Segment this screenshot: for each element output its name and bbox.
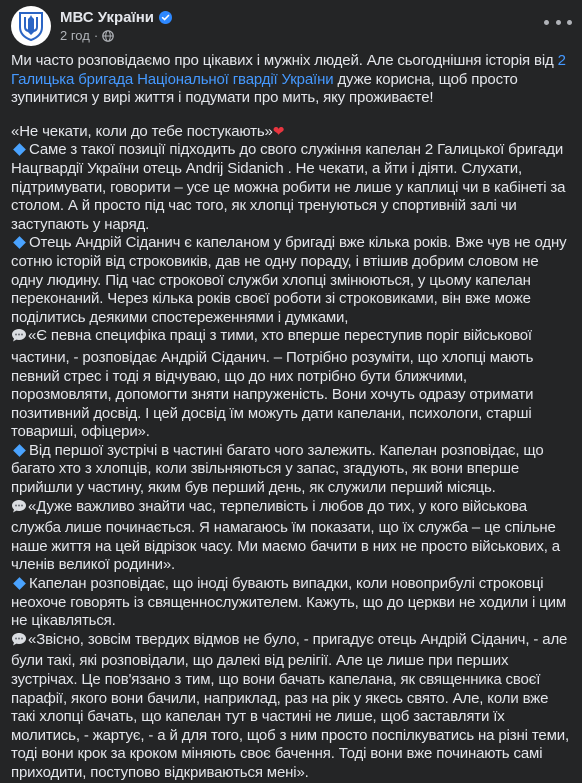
paragraph-1-text: Саме з такої позиції підходить до свого служіння капелан 2 Галицької бригади Нацгвардії України отець Andrij Sidanich . Не чекати, а йти і діяти. Слухати, підтримувати, говорити – усе це можна робити не лише у каплиці чи в кабінеті за столом. А й просто під час того, як хлопці тренуються у спортивній залі чи заступають у наряд.: [11, 141, 566, 233]
separator-dot: ·: [93, 28, 99, 43]
paragraph-1: [11, 141, 571, 234]
globe-icon[interactable]: [102, 30, 114, 42]
paragraph-2-text: Отець Андрій Сіданич є капеланом у бригаді вже кілька років. Вже чув не одну сотню історій від строковиків, дав не одну пораду, і втішив добрим словом не одну людину. Під час строкової служби хлопці змінюються, у цьому капелан переконаний. Через кілька років своєї роботи зі строковиками, він вже може поділитись деякими спостереженнями і думками,: [11, 234, 567, 326]
heart-icon: ❤: [272, 122, 285, 139]
brigade-page-link[interactable]: 2 Галицька бригада Національної гвардії України: [11, 52, 566, 88]
paragraph-3-text: «Є певна специфіка праці з тими, хто вперше переступив поріг військової частини, - розповідає Андрій Сіданич. – Потрібно розуміти, що хлопці мають певний стрес і тоді я відчуваю, що до них потрібно бути ближчими, порозмовляти, допомогти зняти напруженість. Вони хочуть одразу отримати позитивний досвід. І цей досвід їм можуть дати капелани, психологи, старші товариші, офіцери».: [11, 327, 534, 441]
post-timestamp[interactable]: 2 год: [60, 28, 90, 43]
post-intro: [11, 52, 571, 108]
ukraine-trident-emblem-icon: [18, 11, 44, 41]
page-name-row: [60, 8, 172, 27]
paragraph-6: [11, 575, 571, 631]
verified-badge-icon: [159, 11, 172, 24]
page-name-link[interactable]: МВС України: [60, 9, 155, 26]
intro-text-start: Ми часто розповідаємо про цікавих і мужніх людей. Але сьогоднішня історія від: [11, 52, 558, 69]
intro-text-end: дуже корисна, щоб просто зупинитися у вирі життя і подумати про мить, яку проживаєте!: [11, 70, 518, 107]
blue-diamond-icon: [13, 577, 26, 590]
post-sub-row: [60, 28, 172, 43]
speech-bubble-icon: [11, 328, 27, 349]
paragraph-7: [11, 631, 571, 783]
more-options-icon-dot: [567, 20, 572, 25]
paragraph-5-text: «Дуже важливо знайти час, терпеливість і любов до тих, у кого військова служба лише починається. Я намагаюсь їм показати, що їх служба – це спільне наше життя на цей відрізок часу. Ми маємо бачити в них не просто військових, а членів великої родини».: [11, 497, 560, 574]
paragraph-5: [11, 498, 571, 575]
speech-bubble-icon: [11, 499, 27, 520]
post-header: [11, 6, 172, 46]
more-options-icon: [544, 20, 549, 25]
more-options-icon-dot: [556, 20, 561, 25]
post-body: [11, 52, 571, 783]
more-options-button[interactable]: [544, 12, 572, 32]
paragraph-3: [11, 327, 571, 442]
blue-diamond-icon: [13, 237, 26, 250]
paragraph-2: [11, 234, 571, 327]
page-avatar[interactable]: [11, 6, 51, 46]
blue-diamond-icon: [13, 144, 26, 157]
paragraph-7-text: «Звісно, зовсім твердих відмов не було, - пригадує отець Андрій Сіданич, - але були такі, які розповідали, що далекі від релігії. Але це лише при перших зустрічах. Це пов'язано з тим, що вони бачать капелана, як священника своєї парафії, якого вони бачили, наприклад, раз на рік у якесь свято. Але, коли вже такі хлопці бачать, що капелан тут в частині не лише, щоб заставляти їх молитись, - жартує, - а й для того, щоб з ним просто поспілкуватись на різні теми, тоді вони крок за кроком міняють своє бачення. Тоді вони вже починають самі приходити, поступово відкриваються мені».: [11, 630, 569, 781]
paragraph-6-text: Капелан розповідає, що іноді бувають випадки, коли новоприбулі строковці неохоче говорять із священнослужителем. Кажуть, що до церкви не ходили і цим не цікавляться.: [11, 575, 566, 630]
quote-title: «Не чекати, коли до тебе постукають»: [11, 122, 273, 140]
quote-title-line: [11, 122, 571, 142]
blue-diamond-icon: [13, 444, 26, 457]
paragraph-4-text: Від першої зустрічі в частині багато чого залежить. Капелан розповідає, що багато хто з хлопців, коли звільняються у запас, згадують, як вони вперше прийшли у частину, яким був перший день, як служили перший місяць.: [11, 441, 544, 497]
paragraph-4: [11, 442, 571, 498]
post-meta: [60, 6, 172, 43]
speech-bubble-icon: [11, 632, 27, 653]
